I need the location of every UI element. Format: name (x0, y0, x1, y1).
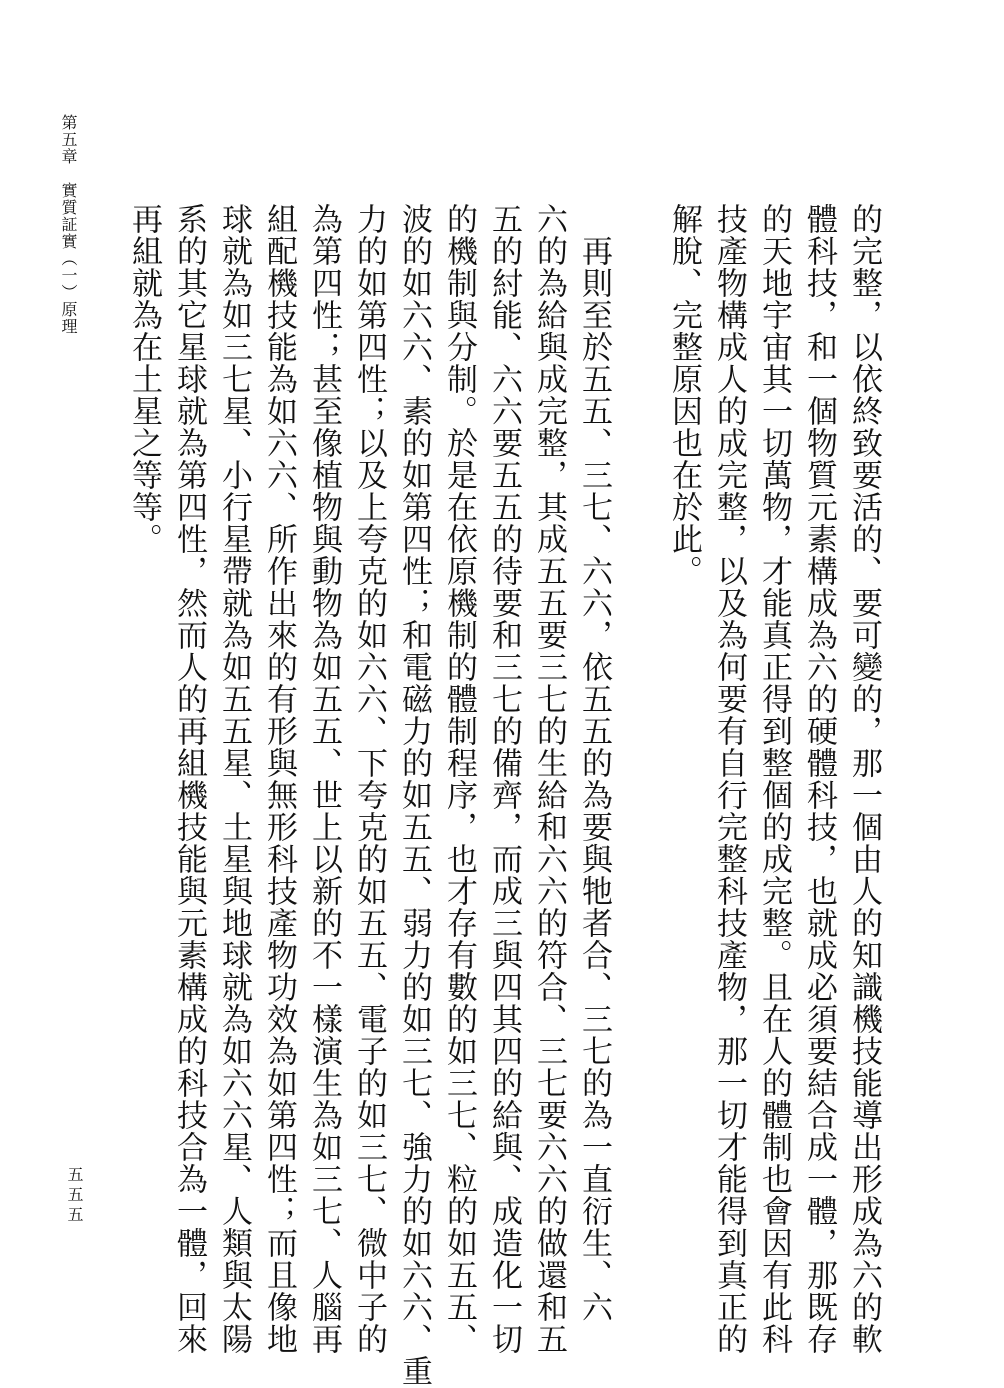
text-column-8: 五的紂能、六六要五五的待要和三七的備齊，而成三與四其四的給與、成造化一切 (486, 203, 522, 1355)
text-column-12: 為第四性；甚至像植物與動物為如五五、世上以新的不一樣演生為如三七、人腦再 (306, 203, 342, 1355)
text-column-14: 球就為如三七星、小行星帶就為如五五星、土星與地球就為如六六星、人類與太陽 (216, 203, 252, 1355)
text-column-9: 的機制與分制。於是在依原機制的體制程序，也才存有數的如三七、粒的如五五、 (441, 203, 477, 1355)
text-column-7: 六的為給與成完整，其成五五要三七的生給和六六的符合、三七要六六的做還和五 (531, 203, 567, 1355)
text-column-13: 組配機技能為如六六、所作出來的有形與無形科技產物功效為如第四性；而且像地 (261, 203, 297, 1355)
text-column-5: 解脫、完整原因也在於此。 (666, 203, 702, 587)
body-text (121, 203, 886, 1387)
text-column-11: 力的如第四性；以及上夸克的如六六、下夸克的如五五、電子的如三七、微中子的 (351, 203, 387, 1355)
text-column-6: 再則至於五五、三七、六六，依五五的為要與牠者合、三七的為一直衍生、六 (576, 203, 612, 1323)
text-column-1: 的完整，以依終致要活的、要可變的，那一個由人的知識機技能導出形成為六的軟 (846, 203, 882, 1355)
text-column-3: 的天地宇宙其一切萬物，才能真正得到整個的成完整。且在人的體制也會因有此科 (756, 203, 792, 1355)
text-column-15: 系的其它星球就為第四性，然而人的再組機技能與元素構成的科技合為一體，回來 (171, 203, 207, 1355)
chapter-label: 第五章 實質証實（一）原理 (59, 114, 78, 335)
text-column-2: 體科技，和一個物質元素構成為六的硬體科技，也就成必須要結合成一體，那既存 (801, 203, 837, 1355)
text-column-4: 技產物構成人的成完整，以及為何要有自行完整科技產物，那一切才能得到真正的 (711, 203, 747, 1355)
page-margin (58, 114, 94, 1314)
text-column-16: 再組就為在土星之等等。 (126, 203, 162, 555)
text-column-10: 波的如六六、素的如第四性；和電磁力的如五五、弱力的如三七、強力的如六六、重 (396, 203, 432, 1387)
page-number: 五五五 (65, 1166, 84, 1226)
